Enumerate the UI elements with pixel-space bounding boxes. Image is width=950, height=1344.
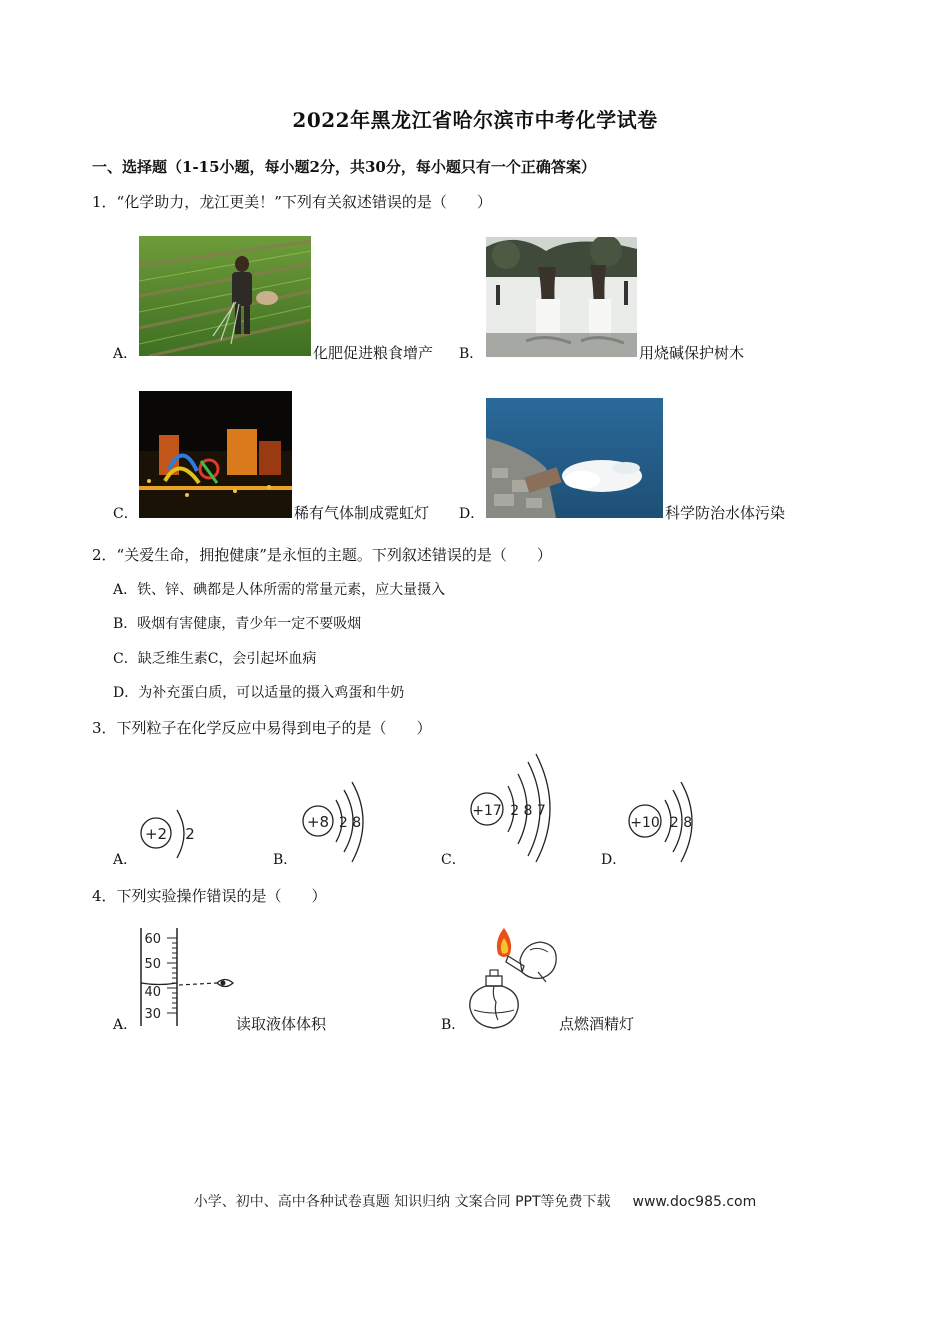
q4-option-b-caption: 点燃酒精灯 <box>559 1015 635 1033</box>
alcohol-lamp-diagram <box>464 926 562 1032</box>
question-2-stem: 2．“关爱生命，拥抱健康”是永恒的主题。下列叙述错误的是（ ） <box>92 546 552 564</box>
q1-option-d-letter: D． <box>459 506 485 522</box>
footer <box>0 1191 950 1211</box>
q1-option-c-caption: 稀有气体制成霓虹灯 <box>294 504 430 522</box>
q1-option-b-caption: 用烧碱保护树木 <box>639 344 745 362</box>
q3-option-d-letter: D． <box>601 852 627 868</box>
section-heading: 一、选择题（1-15小题，每小题2分，共30分，每小题只有一个正确答案） <box>92 158 596 176</box>
eye-icon <box>217 980 233 987</box>
scale-label-60: 60 <box>144 932 161 947</box>
question-4-stem: 4．下列实验操作错误的是（ ） <box>92 887 327 905</box>
question-3-stem: 3．下列粒子在化学反应中易得到电子的是（ ） <box>92 719 432 737</box>
fertilizer-field-photo <box>139 236 311 356</box>
nucleus-charge-c: +17 <box>472 803 502 819</box>
nucleus-charge-b: +8 <box>306 813 330 831</box>
q2-option-b: B．吸烟有害健康，青少年一定不要吸烟 <box>113 616 362 632</box>
atom-structure-diagram-b <box>298 778 370 866</box>
scale-label-50: 50 <box>144 957 161 972</box>
q3-option-b-letter: B． <box>273 852 298 868</box>
q2-option-a: A．铁、锌、碘都是人体所需的常量元素，应大量摄入 <box>113 582 446 598</box>
q1-option-a-letter: A． <box>113 346 138 362</box>
electron-shells-a: 2 <box>185 825 195 843</box>
q1-option-a-caption: 化肥促进粮食增产 <box>313 344 434 362</box>
q1-option-c-letter: C． <box>113 506 138 522</box>
scale-label-40: 40 <box>144 985 161 1000</box>
q4-option-b-letter: B． <box>441 1017 466 1033</box>
q1-option-d-caption: 科学防治水体污染 <box>665 504 786 522</box>
atom-structure-diagram-c <box>466 752 558 864</box>
question-1-stem: 1．“化学助力，龙江更美！”下列有关叙述错误的是（ ） <box>92 193 492 211</box>
footer-url-link[interactable]: www.doc985.com <box>632 1194 757 1210</box>
q4-option-a-letter: A． <box>113 1017 138 1033</box>
footer-text: 小学、初中、高中各种试卷真题 知识归纳 文案合同 PPT等免费下载 <box>193 1194 611 1210</box>
q3-option-a-letter: A． <box>113 852 138 868</box>
q1-option-b-letter: B． <box>459 346 484 362</box>
q2-option-c: C．缺乏维生素C，会引起坏血病 <box>113 651 317 667</box>
atom-structure-diagram-d <box>625 778 701 866</box>
electron-shells-c: 2 8 7 <box>510 803 546 819</box>
atom-structure-diagram-a <box>137 800 207 870</box>
whitewashed-trees-photo <box>486 237 637 357</box>
scale-label-30: 30 <box>144 1007 161 1022</box>
neon-lights-photo <box>139 391 292 518</box>
graduated-cylinder-diagram <box>139 926 239 1028</box>
electron-shells-d: 2 8 <box>669 815 693 831</box>
q2-option-d: D．为补充蛋白质，可以适量的摄入鸡蛋和牛奶 <box>113 685 405 701</box>
flame-icon <box>497 928 511 957</box>
nucleus-charge-d: +10 <box>630 815 660 831</box>
nucleus-charge-a: +2 <box>144 825 168 843</box>
q4-option-a-caption: 读取液体体积 <box>236 1015 327 1033</box>
water-pollution-photo <box>486 398 663 518</box>
q3-option-c-letter: C． <box>441 852 466 868</box>
electron-shells-b: 2 8 <box>338 815 362 831</box>
page-title: 2022年黑龙江省哈尔滨市中考化学试卷 <box>292 108 658 132</box>
